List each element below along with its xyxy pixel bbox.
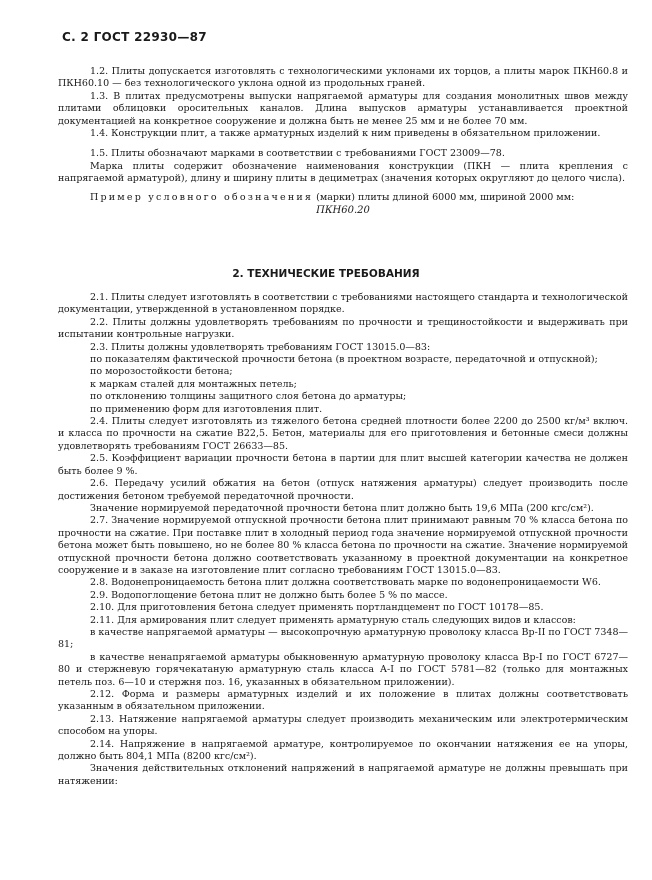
example-text: (марки) плиты длиной 6000 мм, шириной 2000 мм: <box>316 191 575 203</box>
paragraph-2-3-d: по отклонению толщины защитного слоя бетона до арматуры; <box>90 391 407 403</box>
paragraph-1-5: 1.5. Плиты обозначают марками в соответствии с требованиями ГОСТ 23009—78. <box>90 148 505 160</box>
paragraph-2-2: 2.2. Плиты должны удовлетворять требованиям по прочности и трещиностойкости и выдерживать при испытании контрольные нагрузки. <box>58 316 628 341</box>
paragraph-1-3: 1.3. В плитах предусмотрены выпуски напрягаемой арматуры для создания монолитных швов между плитами облицовки оросительных каналов. Длина выпусков арматуры устанавливается проектной документацией на конкретное сооружение и должна быть не менее 25 мм и не более 70 мм. <box>58 90 628 127</box>
example-label: Пример условного обозначения <box>90 191 314 203</box>
paragraph-2-12: 2.12. Форма и размеры арматурных изделий и их положение в плитах должны соответствовать указанным в обязательном приложении. <box>58 689 628 713</box>
paragraph-2-6: 2.6. Передачу усилий обжатия на бетон (отпуск натяжения арматуры) следует производить после достижения бетоном требуемой передаточной прочности. <box>58 478 628 502</box>
paragraph-2-10: 2.10. Для приготовления бетона следует применять портландцемент по ГОСТ 10178—85. <box>90 602 544 614</box>
paragraph-2-13: 2.13. Натяжение напрягаемой арматуры следует производить механическим или электротермическим способом на упоры. <box>58 713 628 738</box>
example-mark: ПКН60.20 <box>316 205 370 217</box>
requirements-section <box>58 292 628 788</box>
paragraph-2-3: 2.3. Плиты должны удовлетворять требованиям ГОСТ 13015.0—83: <box>90 341 431 353</box>
paragraph-2-3-e: по применению форм для изготовления плит. <box>90 403 323 415</box>
paragraph-2-14: 2.14. Напряжение в напрягаемой арматуре, контролируемое по окончании натяжения ее на упоры, должно быть 804,1 МПа (8200 кгс/см²). <box>58 738 628 763</box>
paragraph-2-11-a: в качестве напрягаемой арматуры — высокопрочную арматурную проволоку класса Вр-II по ГОСТ 7348—81; <box>58 626 628 651</box>
paragraph-2-3-c: к маркам сталей для монтажных петель; <box>90 378 297 390</box>
paragraph-2-8: 2.8. Водонепроницаемость бетона плит должна соответствовать марке по водонепроницаемости W6. <box>90 577 601 589</box>
paragraph-2-11-b: в качестве ненапрягаемой арматуры обыкновенную арматурную проволоку класса Вр-I по ГОСТ 6727—80 и стержневую горячекатаную арматурную сталь класса А-I по ГОСТ 5781—82 (только для монтажных петель поз. 6—10 и стержня поз. 16, указанных в обязательном приложении). <box>58 651 628 688</box>
intro-section <box>58 66 628 217</box>
example-line <box>58 192 628 204</box>
paragraph-2-3-a: по показателям фактической прочности бетона (в проектном возрасте, передаточной и отпускной); <box>90 354 598 366</box>
page-header: С. 2 ГОСТ 22930—87 <box>62 30 207 44</box>
paragraph-2-5: 2.5. Коэффициент вариации прочности бетона в партии для плит высшей категории качества не должен быть более 9 %. <box>58 453 628 477</box>
paragraph-2-3-b: по морозостойкости бетона; <box>90 366 233 378</box>
paragraph-1-5-mark: Марка плиты содержит обозначение наименования конструкции (ПКН — плита крепления с напрягаемой арматурой), длину и ширину плиты в дециметрах (значения которых округляют до целого числа). <box>58 160 628 185</box>
paragraph-2-7: 2.7. Значение нормируемой отпускной прочности бетона плит принимают равным 70 % класса бетона по прочности на сжатие. При поставке плит в холодный период года значение нормируемой отпускной прочности бетона может быть повышено, но не более 80 % класса бетона по прочности на сжатие. Значение нормируемой отпускной прочности бетона должно соответствовать указанному в проектной документации на конкретное сооружение и в заказе на изготовление плит согласно требованиям ГОСТ 13015.0—83. <box>58 515 628 576</box>
paragraph-2-4: 2.4. Плиты следует изготовлять из тяжелого бетона средней плотности более 2200 до 2500 кг/м³ включ. и класса по прочности на сжатие В22,5. Бетон, материалы для его приготовления и бетонные смеси должны удовлетворять требованиям ГОСТ 26633—85. <box>58 416 628 452</box>
paragraph-2-1: 2.1. Плиты следует изготовлять в соответствии с требованиями настоящего стандарта и технологической документации, утвержденной в установленном порядке. <box>58 292 628 316</box>
paragraph-2-6-b: Значение нормируемой передаточной прочности бетона плит должно быть 19,6 МПа (200 кгс/см²). <box>90 502 594 514</box>
paragraph-1-4: 1.4. Конструкции плит, а также арматурных изделий к ним приведены в обязательном приложении. <box>90 128 601 140</box>
paragraph-1-2: 1.2. Плиты допускается изготовлять с технологическими уклонами их торцов, а плиты марок ПКН60.8 и ПКН60.10 — без технологического уклона одной из продольных граней. <box>58 66 628 90</box>
paragraph-2-9: 2.9. Водопоглощение бетона плит не должно быть более 5 % по массе. <box>90 589 448 601</box>
paragraph-2-14-b: Значения действительных отклонений напряжений в напрягаемой арматуре не должны превышать при натяжении: <box>58 763 628 787</box>
paragraph-2-11: 2.11. Для армирования плит следует применять арматурную сталь следующих видов и классов: <box>90 614 576 626</box>
section-title: 2. ТЕХНИЧЕСКИЕ ТРЕБОВАНИЯ <box>232 268 420 280</box>
